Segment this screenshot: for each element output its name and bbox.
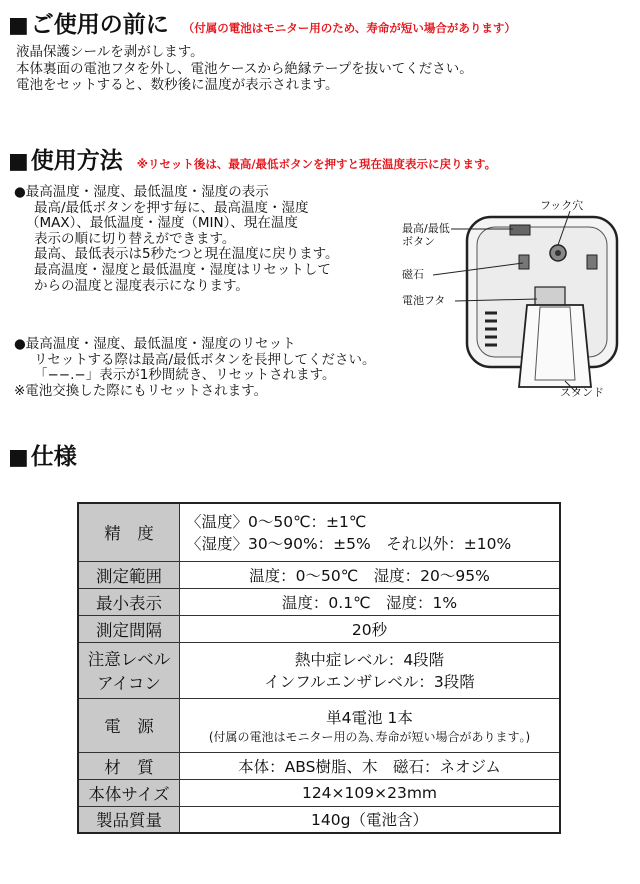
spec-label: 製品質量 bbox=[78, 806, 180, 833]
footnote: ※電池交換した際にもリセットされます。 bbox=[14, 382, 268, 399]
table-row bbox=[78, 588, 560, 615]
spec-value-line: 熱中症レベル：4段階 bbox=[294, 651, 445, 669]
section-marker: ■ bbox=[8, 13, 29, 38]
text-line: 最高温度・湿度と最低温度・湿度はリセットして bbox=[34, 261, 331, 278]
spec-label-line: アイコン bbox=[97, 674, 161, 693]
text-line: （MAX）、最低温度・湿度（MIN）、現在温度 bbox=[26, 215, 298, 232]
section-note: （付属の電池はモニター用のため、寿命が短い場合があります） bbox=[182, 21, 516, 35]
section-before-use-header bbox=[8, 6, 516, 39]
spec-label-line: 注意レベル bbox=[87, 650, 171, 669]
spec-label: 精 度 bbox=[78, 503, 180, 561]
table-row bbox=[78, 779, 560, 806]
hook-hole-label: フック穴 bbox=[540, 199, 584, 212]
bullet-title: ●最高温度・湿度、最低温度・湿度のリセット bbox=[14, 336, 296, 352]
section-title: 使用方法 bbox=[30, 148, 123, 174]
before-use-text bbox=[16, 44, 473, 94]
spec-value-line: インフルエンザレベル：3段階 bbox=[264, 673, 475, 691]
section-marker: ■ bbox=[8, 445, 29, 470]
table-row bbox=[78, 615, 560, 642]
spec-value-line: (付属の電池はモニター用の為､寿命が短い場合があります｡) bbox=[208, 729, 531, 744]
spec-value: 20秒 bbox=[180, 615, 561, 642]
button-label-line: ボタン bbox=[402, 235, 435, 248]
table-row bbox=[78, 503, 560, 561]
spec-value: 124×109×23mm bbox=[180, 779, 561, 806]
text-line: 表示の順に切り替えができます。 bbox=[34, 230, 236, 247]
spec-table bbox=[77, 502, 561, 834]
section-title: 仕様 bbox=[30, 444, 77, 470]
spec-value: 本体：ABS樹脂、木 磁石：ネオジム bbox=[180, 752, 561, 779]
spec-label: 電 源 bbox=[78, 698, 180, 752]
stand-label: スタンド bbox=[560, 386, 604, 399]
text-line: 本体裏面の電池フタを外し、電池ケースから絶縁テープを抜いてください。 bbox=[16, 60, 473, 77]
battery-cover-label: 電池フタ bbox=[402, 294, 446, 307]
bullet-display bbox=[14, 185, 339, 294]
section-marker: ■ bbox=[8, 149, 29, 174]
spec-value: 温度：0.1℃ 湿度：1% bbox=[180, 588, 561, 615]
spec-value-line: 〈温度〉0〜50℃：±1℃ bbox=[186, 513, 367, 532]
text-line: 「−−.−」表示が1秒間続き、リセットされます。 bbox=[34, 367, 336, 384]
section-usage-header bbox=[8, 142, 496, 175]
spec-label: 測定間隔 bbox=[78, 615, 180, 642]
table-row bbox=[78, 806, 560, 833]
text-line: リセットする際は最高/最低ボタンを長押してください。 bbox=[34, 351, 376, 368]
spec-value: 140g（電池含） bbox=[180, 806, 561, 833]
text-line: 電池をセットすると、数秒後に温度が表示されます。 bbox=[16, 77, 339, 93]
button-label-line: 最高/最低 bbox=[402, 222, 450, 235]
spec-label: 材 質 bbox=[78, 752, 180, 779]
button-label bbox=[402, 222, 450, 248]
table-row bbox=[78, 561, 560, 588]
magnet-label: 磁石 bbox=[402, 268, 424, 281]
spec-label: 測定範囲 bbox=[78, 561, 180, 588]
spec-label: 最小表示 bbox=[78, 588, 180, 615]
bullet-reset bbox=[14, 337, 376, 399]
text-line: 最高/最低ボタンを押す毎に、最高温度・湿度 bbox=[34, 199, 309, 216]
text-line: 液晶保護シールを剥がします。 bbox=[16, 44, 204, 60]
spec-value bbox=[180, 642, 561, 698]
text-line: 最高、最低表示は5秒たつと現在温度に戻ります。 bbox=[34, 246, 339, 263]
section-specs-header bbox=[8, 438, 77, 471]
spec-value bbox=[180, 503, 561, 561]
section-title: ご使用の前に bbox=[30, 12, 169, 38]
section-note: ※リセット後は、最高/最低ボタンを押すと現在温度表示に戻ります。 bbox=[136, 157, 497, 171]
table-row bbox=[78, 642, 560, 698]
table-row bbox=[78, 752, 560, 779]
spec-value-line: 〈湿度〉30〜90%：±5% それ以外：±10% bbox=[186, 535, 512, 554]
spec-value bbox=[180, 698, 561, 752]
table-row bbox=[78, 698, 560, 752]
spec-value: 温度：0〜50℃ 湿度：20〜95% bbox=[180, 561, 561, 588]
spec-label bbox=[78, 642, 180, 698]
text-line: からの温度と湿度表示になります。 bbox=[34, 277, 249, 294]
spec-label: 本体サイズ bbox=[78, 779, 180, 806]
spec-value-line: 単4電池 1本 bbox=[326, 708, 413, 727]
bullet-title: ●最高温度・湿度、最低温度・湿度の表示 bbox=[14, 184, 269, 200]
